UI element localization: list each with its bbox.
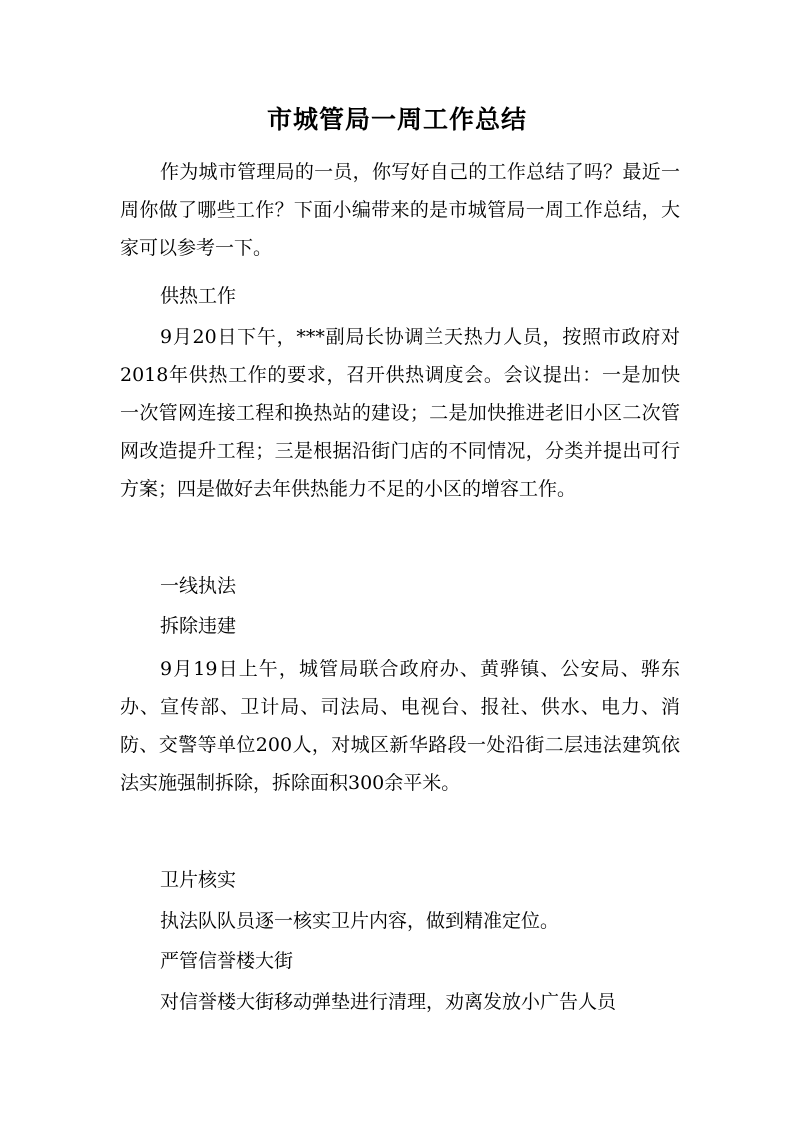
heading-enforcement: 一线执法 bbox=[160, 575, 237, 597]
intro-paragraph: 作为城市管理局的一员，你写好自己的工作总结了吗？最近一周你做了哪些工作？下面小编带来的是市城管局一周工作总结，大家可以参考一下。 bbox=[120, 161, 680, 259]
heading-heating: 供热工作 bbox=[160, 285, 237, 307]
heating-paragraph: 9月20日下午，***副局长协调兰天热力人员，按照市政府对2018年供热工作的要求，召开供热调度会。会议提出：一是加快一次管网连接工程和换热站的建设；二是加快推进老旧小区二次管网改造提升工程；三是根据沿街门店的不同情况，分类并提出可行方案；四是做好去年供热能力不足的小区的增容工作。 bbox=[120, 326, 680, 500]
satellite-paragraph: 执法队队员逐一核实卫片内容，做到精准定位。 bbox=[160, 910, 560, 932]
street-paragraph: 对信誉楼大街移动弹垫进行清理，劝离发放小广告人员 bbox=[160, 991, 617, 1013]
document-title: 市城管局一周工作总结 bbox=[266, 105, 527, 134]
heading-satellite: 卫片核实 bbox=[160, 869, 237, 891]
heading-demolition: 拆除违建 bbox=[160, 615, 237, 637]
demolition-paragraph: 9月19日上午，城管局联合政府办、黄骅镇、公安局、骅东办、宣传部、卫计局、司法局、电视台、报社、供水、电力、消防、交警等单位200人，对城区新华路段一处沿街二层违法建筑依法实施强制拆除，拆除面积300余平米。 bbox=[120, 658, 680, 794]
heading-street: 严管信誉楼大街 bbox=[160, 950, 294, 972]
